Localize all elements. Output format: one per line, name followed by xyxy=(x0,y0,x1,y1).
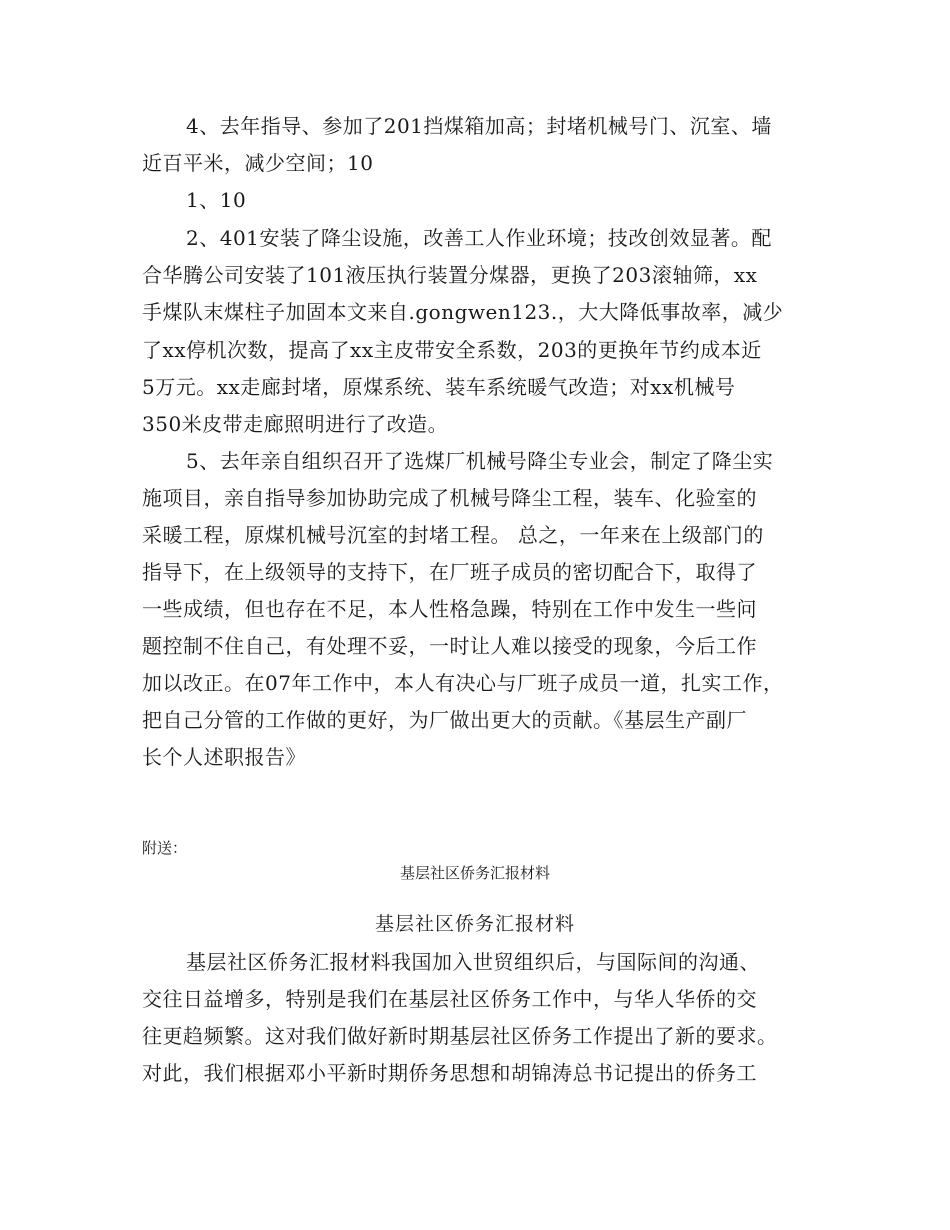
body-line-7: 了xx停机次数，提高了xx主皮带安全系数，203的更换年节约成本近 xyxy=(142,338,762,362)
body-line-5: 合华腾公司安装了101液压执行装置分煤器，更换了203滚轴筛，xx xyxy=(142,263,758,287)
body-line-16: 加以改正。在07年工作中，本人有决心与厂班子成员一道，扎实工作， xyxy=(142,671,784,695)
body-line-8: 5万元。xx走廊封堵，原煤系统、装车系统暖气改造；对xx机械号 xyxy=(142,375,736,399)
appendix-title: 基层社区侨务汇报材料 xyxy=(374,913,575,935)
body-line-3: 1、10 xyxy=(186,188,247,212)
appendix-line-4: 对此，我们根据邓小平新时期侨务思想和胡锦涛总书记提出的侨务工 xyxy=(142,1061,757,1085)
appendix-line-3: 往更趋频繁。这对我们做好新时期基层社区侨务工作提出了新的要求。 xyxy=(142,1024,778,1048)
body-line-2: 近百平米，减少空间；10 xyxy=(142,151,374,175)
body-line-11: 施项目，亲自指导参加协助完成了机械号降尘工程，装车、化验室的 xyxy=(142,486,757,510)
appendix-label: 附送： xyxy=(142,839,188,857)
body-line-1: 4、去年指导、参加了201挡煤箱加高；封堵机械号门、沉室、墙 xyxy=(186,114,772,138)
body-line-18: 长个人述职报告》 xyxy=(142,745,306,769)
appendix-small-title: 基层社区侨务汇报材料 xyxy=(399,864,550,882)
body-line-10: 5、去年亲自组织召开了选煤厂机械号降尘专业会，制定了降尘实 xyxy=(186,449,774,473)
body-line-12: 采暖工程，原煤机械号沉室的封堵工程。 总之，一年来在上级部门的 xyxy=(142,523,764,547)
body-line-4: 2、401安装了降尘设施，改善工人作业环境；技改创效显著。配 xyxy=(186,226,772,250)
body-line-9: 350米皮带走廊照明进行了改造。 xyxy=(142,412,449,436)
appendix-line-2: 交往日益增多，特别是我们在基层社区侨务工作中，与华人华侨的交 xyxy=(142,987,757,1011)
body-line-14: 一些成绩，但也存在不足，本人性格急躁，特别在工作中发生一些问 xyxy=(142,597,757,621)
body-line-15: 题控制不住自己，有处理不妥，一时让人难以接受的现象，今后工作 xyxy=(142,634,757,658)
body-line-6: 手煤队末煤柱子加固本文来自.gongwen123.，大大降低事故率，减少 xyxy=(142,300,784,324)
body-line-13: 指导下，在上级领导的支持下，在厂班子成员的密切配合下，取得了 xyxy=(142,560,757,584)
appendix-line-1: 基层社区侨务汇报材料我国加入世贸组织后，与国际间的沟通、 xyxy=(186,950,760,974)
body-line-17: 把自己分管的工作做的更好，为厂做出更大的贡献。《基层生产副厂 xyxy=(142,708,747,732)
